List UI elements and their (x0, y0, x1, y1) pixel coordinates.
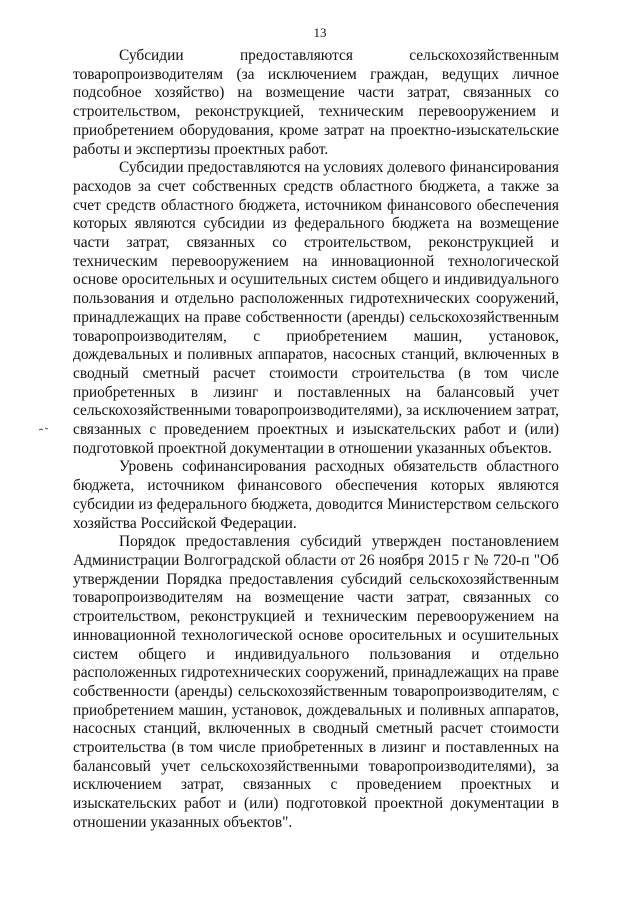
document-body (73, 47, 559, 833)
paragraph-subsidy-procedure: Порядок предоставления субсидий утвержден постановлением Администрации Волгоградской области от 26 ноября 2015 г № 720-п "Об утверждении Порядка предоставления субсидий сельскохозяйственным товаропроизводителям на возмещение части затрат, связанных со строительством, реконструкцией и техническим перевооружением на инновационной технологической основе оросительных и осушительных систем общего и индивидуального пользования и отдельно расположенных гидротехнических сооружений, принадлежащих на праве собственности (аренды) сельскохозяйственным товаропроизводителям, с приобретением машин, установок, дождевальных и поливных аппаратов, насосных станций, включенных в сводный сметный расчет стоимости строительства (в том числе приобретенных в лизинг и поставленных на балансовый учет сельскохозяйственными товаропроизводителями), за исключением затрат, связанных с проведением проектных и изыскательских работ и (или) подготовкой проектной документации в отношении указанных объектов". (73, 533, 559, 831)
paragraph-cofinancing-level: Уровень софинансирования расходных обязательств областного бюджета, источником финансового обеспечения которых являются субсидии из федерального бюджета, доводится Министерством сельского хозяйства Российской Федерации. (73, 458, 559, 532)
page-number: 13 (313, 25, 327, 40)
paragraph-cofinancing-conditions: Субсидии предоставляются на условиях долевого финансирования расходов за счет собственных средств областного бюджета, а также за счет средств областного бюджета, источником финансового обеспечения которых являются субсидии из федерального бюджета на возмещение части затрат, связанных со строительством, реконструкцией и техническим перевооружением на инновационной технологической основе оросительных и осушительных систем общего и индивидуального пользования и отдельно расположенных гидротехнических сооружений, принадлежащих на праве собственности (аренды) сельскохозяйственным товаропроизводителям, с приобретением машин, установок, дождевальных и поливных аппаратов, насосных станций, включенных в сводный сметный расчет стоимости строительства (в том числе приобретенных в лизинг и поставленных на балансовый учет сельскохозяйственными товаропроизводителями), за исключением затрат, связанных с проведением проектных и изыскательских работ и (или) подготовкой проектной документации в отношении указанных объектов. (73, 159, 559, 457)
scan-artifact-mark (38, 424, 50, 434)
paragraph-subsidy-recipients: Субсидии предоставляются сельскохозяйственным товаропроизводителям (за исключением граждан, ведущих личное подсобное хозяйство) на возмещение части затрат, связанных со строительством, реконструкцией, техническим перевооружением и приобретением оборудования, кроме затрат на проектно-изыскательские работы и экспертизы проектных работ. (73, 47, 559, 158)
